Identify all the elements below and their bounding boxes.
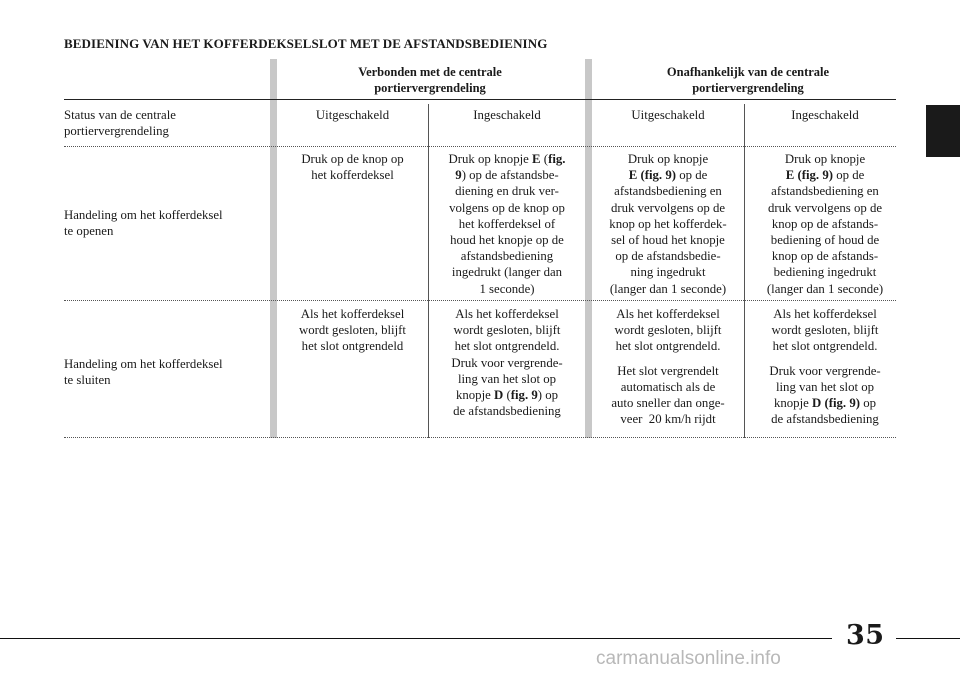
status-cell-1: Uitgeschakeld xyxy=(315,108,390,122)
open-cell-1: Druk op de knop op het kofferdeksel xyxy=(301,152,404,183)
header-rule xyxy=(64,99,896,100)
footer-rule-left xyxy=(0,638,832,639)
row-rule-3 xyxy=(64,437,896,438)
open-cell-3: Druk op knopje E (fig. 9) op de afstandsbediening en druk vervolgens op de knop op het kofferdek- sel of houd het knopje op de afstandsbedie- ning ingedrukt (langer dan 1 seconde) xyxy=(609,152,727,296)
close-cell-2: Als het kofferdeksel wordt gesloten, blijft het slot ontgrendeld. Druk voor vergrende- ling van het slot op knopje D (fig. 9) op de afstandsbediening xyxy=(451,307,563,419)
page-title: BEDIENING VAN HET KOFFERDEKSELSLOT MET DE AFSTANDSBEDIENING xyxy=(64,36,548,51)
open-cell-4: Druk op knopje E (fig. 9) op de afstandsbediening en druk vervolgens op de knop op de afstands- bediening of houd de knop op de afstands- bediening ingedrukt (langer dan 1 seconde) xyxy=(766,152,884,296)
section-tab-marker xyxy=(926,105,960,157)
row-rule-1 xyxy=(64,146,896,147)
group-header-connected: Verbonden met de centrale portiervergrendeling xyxy=(358,65,502,95)
close-cell-1: Als het kofferdeksel wordt gesloten, blijft het slot ontgrendeld xyxy=(299,307,406,354)
row-label-status: Status van de centrale portiervergrendeling xyxy=(64,108,176,139)
group-divider-right xyxy=(585,59,592,438)
row-label-open: Handeling om het kofferdeksel te openen xyxy=(64,208,223,239)
status-cell-2: Ingeschakeld xyxy=(473,108,541,122)
status-cell-4: Ingeschakeld xyxy=(791,108,859,122)
group-header-independent: Onafhankelijk van de centrale portiervergrendeling xyxy=(666,65,830,95)
status-cell-3: Uitgeschakeld xyxy=(631,108,705,122)
footer-rule-right xyxy=(896,638,960,639)
row-rule-2 xyxy=(64,300,896,301)
watermark: carmanualsonline.info xyxy=(596,648,781,669)
row-label-close: Handeling om het kofferdeksel te sluiten xyxy=(64,357,223,388)
page-number: 35 xyxy=(846,620,885,651)
close-cell-4: Als het kofferdeksel wordt gesloten, blijft het slot ontgrendeld. Druk voor vergrende- ling van het slot op knopje D (fig. 9) op de afstandsbediening xyxy=(769,307,881,427)
group-divider-left xyxy=(270,59,277,438)
close-cell-3: Als het kofferdeksel wordt gesloten, blijft het slot ontgrendeld. Het slot vergrendelt automatisch als de auto sneller dan onge- veer 20 km/h rijdt xyxy=(611,307,725,427)
open-cell-2: Druk op knopje E (fig. 9) op de afstandsbe- diening en druk ver- volgens op de knop op het kofferdeksel of houd het knopje op de afstandsbediening ingedrukt (langer dan 1 seconde) xyxy=(448,152,566,296)
